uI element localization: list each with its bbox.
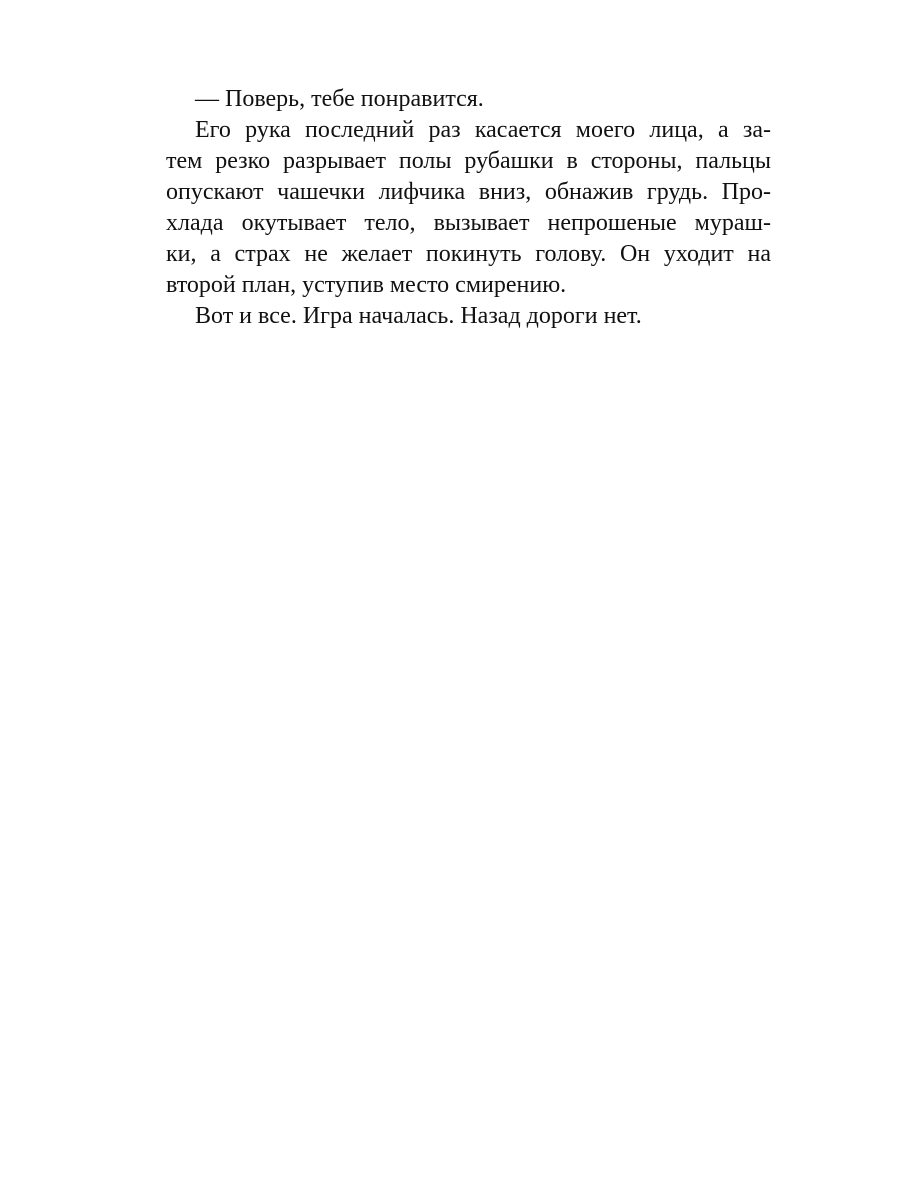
paragraph-2-line-3: опускают чашечки лифчика вниз, обнажив грудь. Про- [166,179,771,205]
paragraph-2-line-5: ки, а страх не желает покинуть голову. Он уходит на [166,241,771,267]
paragraph-2-line-2: тем резко разрывает полы рубашки в стороны, пальцы [166,148,771,174]
paragraph-3-line-1: Вот и все. Игра началась. Назад дороги нет. [195,303,642,329]
paragraph-2-line-4: хлада окутывает тело, вызывает непрошеные мураш- [166,210,771,236]
paragraph-2-line-1: Его рука последний раз касается моего лица, а за- [195,117,771,143]
body-text [166,84,771,332]
paragraph-2-line-6: второй план, уступив место смирению. [166,272,567,298]
paragraph-1-line-1: — Поверь, тебе понравится. [195,86,484,112]
